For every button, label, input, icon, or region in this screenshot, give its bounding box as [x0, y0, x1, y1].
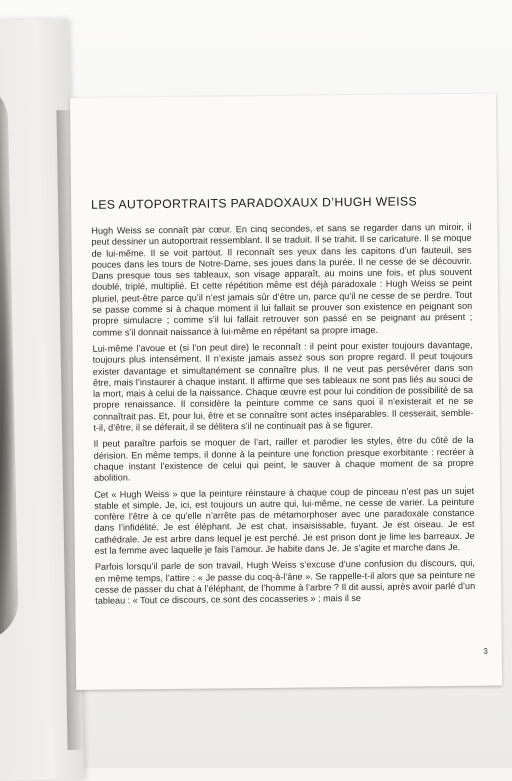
portrait-photo — [0, 80, 19, 641]
paragraph-4: Cet « Hugh Weiss » que la peinture réinstaure à chaque coup de pinceau n’est pas un sujet stable et simple. Je, ici, est toujours un autre qui, lui-même, ne cesse de varier. La peinture confère l’être à ce qu’elle n’arrête pas de métamorphoser avec une paradoxale constance dans l’infidélité. Je est éléphant. Je est chat, insaisissable, fuyant. Je est oiseau. Je est cathédrale. Je est arbre dans lequel je est perché. Je est prison dont je lime les barreaux. Je est la femme avec laquelle je fais l’amour. Je habite dans Je. Je s’agite et marche dans Je. — [94, 485, 475, 556]
document-page — [70, 94, 502, 690]
page-number: 3 — [483, 646, 488, 656]
paragraph-5: Parfois lorsqu’il parle de son travail, Hugh Weiss s’excuse d’une confusion du discours, qui, en même temps, l’attire : « Je passe du coq-à-l’âne ». Se rappelle-t-il alors que sa peinture ne cesse de passer du chat à l’éléphant, de l’homme à l’arbre ? Il dit aussi, après avoir parlé d’un tableau : « Tout ce discours, ce sont des cocasseries » ; mais il se — [94, 558, 476, 606]
paragraph-2: Lui-même l’avoue et (si l’on peut dire) le reconnaît : il peint pour exister toujours davantage, toujours plus intensément. Il n’existe jamais assez sous son propre regard. Il peut toujours exister davantage et simultanément se connaître plus. Il ne veut pas persévérer dans son être, mais l’instaurer à chaque instant. Il affirme que ses tableaux ne sont pas liés au souci de la mort, mais à celui de la naissance. Chaque œuvre est pour lui condition de possibilité de sa propre renaissance. Il considère la peinture comme ce sans quoi il n’existerait et ne se connaîtrait pas. Et, pour lui, être et se connaître sont actes inséparables. Il cesserait, semble-t-il, d’être, il se déferait, il se délitera s’il ne continuait pas à se figurer. — [92, 339, 474, 433]
page-content — [91, 194, 475, 612]
paragraph-1: Hugh Weiss se connaît par cœur. En cinq secondes, et sans se regarder dans un miroir, il peut dessiner un autoportrait ressemblant. Il se traduit. Il se trahit. Il se caricature. Il se moque de lui-même. Il se voit partout. Il reconnaît ses yeux dans les capitons d’un fauteuil, ses pouces dans les tours de Notre-Dame, ses joues dans la purée. Il ne cesse de se découvrir. Dans presque tous ses tableaux, son visage apparaît, au moins une fois, et plus souvent doublé, triplé, multiplié. Et cette répétition même est déjà paradoxale : Hugh Weiss se peint pluriel, peut-être parce qu’il n’est jamais sûr d’être un, parce qu’il ne cesse de se perdre. Tout se passe comme si à chaque moment il lui fallait se prouver son existence en peignant son propre simulacre ; comme s’il lui fallait retrouver son passé en se peignant au présent ; comme s’il donnait naissance à lui-même en répétant sa propre image. — [91, 221, 473, 338]
paragraph-3: Il peut paraître parfois se moquer de l’art, railler et parodier les styles, être du côté de la dérision. En même temps, il donne à la peinture une fonction presque exorbitante : recréer à chaque instant l’existence de celui qui peint, le sauver à chaque moment de sa propre abolition. — [93, 435, 474, 484]
page-title: LES AUTOPORTRAITS PARADOXAUX D’HUGH WEISS — [91, 194, 418, 212]
